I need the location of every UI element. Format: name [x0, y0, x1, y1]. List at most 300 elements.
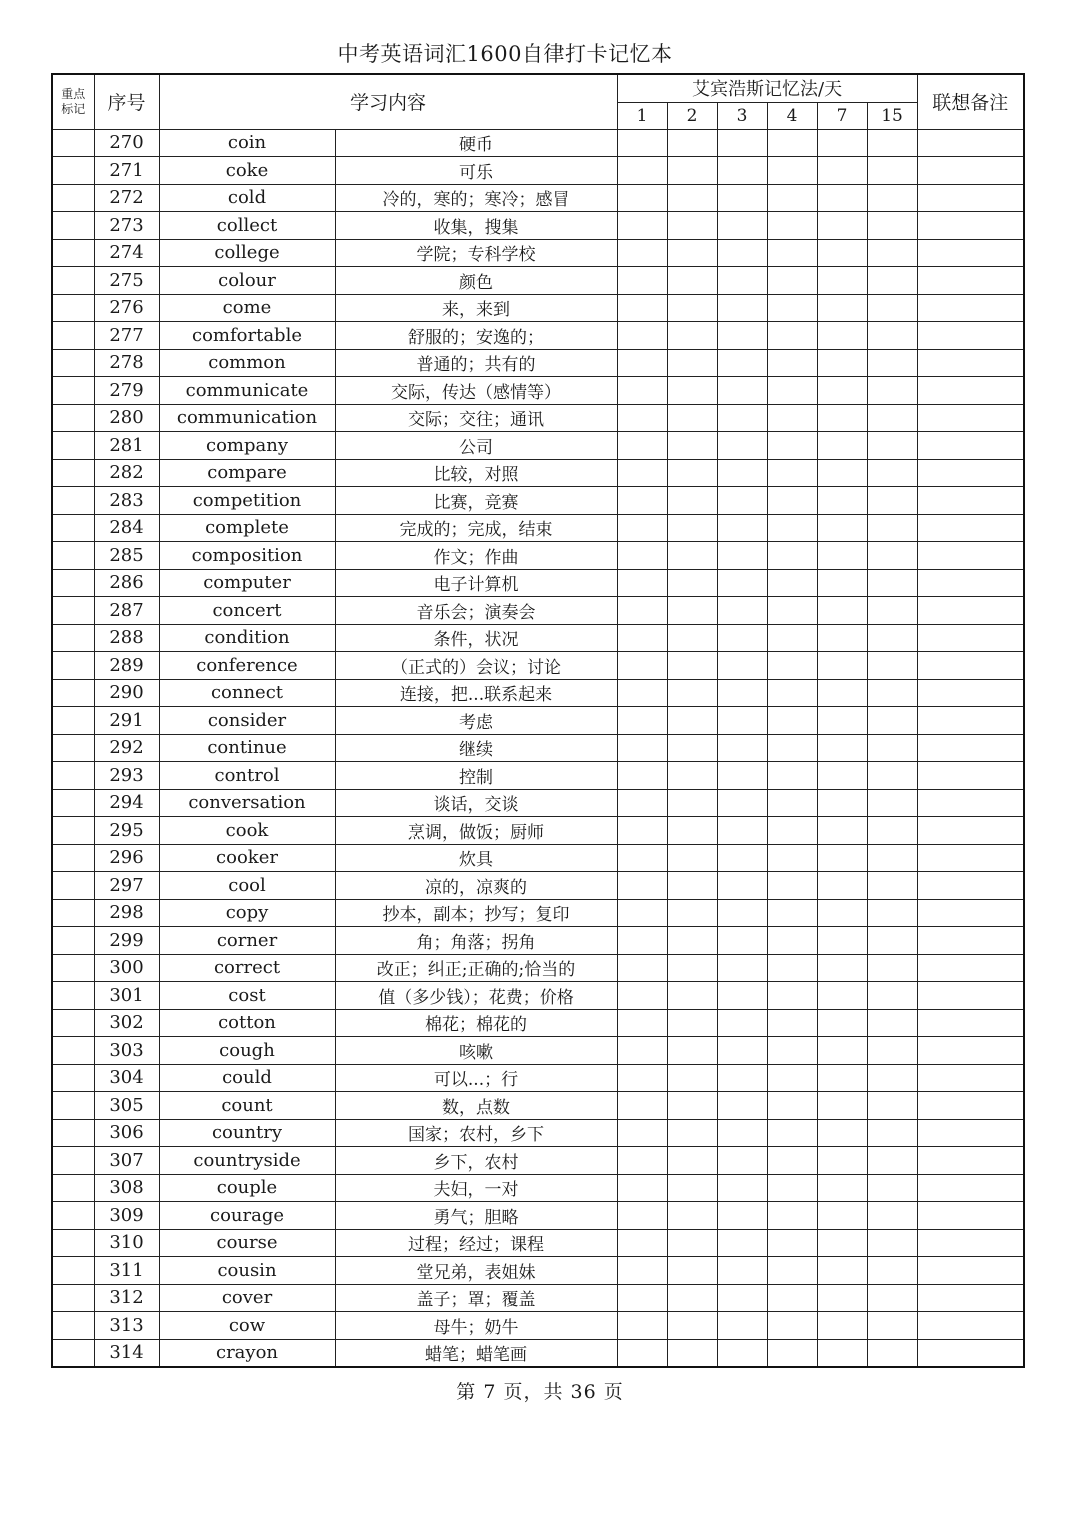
review-day-2-cell[interactable] — [667, 349, 717, 377]
review-day-7-cell[interactable] — [817, 1312, 867, 1340]
review-day-15-cell[interactable] — [867, 487, 917, 515]
notes-cell[interactable] — [917, 267, 1024, 295]
review-day-4-cell[interactable] — [767, 1339, 817, 1367]
review-day-15-cell[interactable] — [867, 569, 917, 597]
review-day-2-cell[interactable] — [667, 597, 717, 625]
review-day-1-cell[interactable] — [617, 239, 667, 267]
review-day-4-cell[interactable] — [767, 872, 817, 900]
mark-cell[interactable] — [52, 459, 94, 487]
mark-cell[interactable] — [52, 487, 94, 515]
notes-cell[interactable] — [917, 1147, 1024, 1175]
review-day-1-cell[interactable] — [617, 734, 667, 762]
review-day-7-cell[interactable] — [817, 707, 867, 735]
review-day-3-cell[interactable] — [717, 954, 767, 982]
review-day-7-cell[interactable] — [817, 212, 867, 240]
notes-cell[interactable] — [917, 542, 1024, 570]
review-day-15-cell[interactable] — [867, 459, 917, 487]
review-day-15-cell[interactable] — [867, 542, 917, 570]
notes-cell[interactable] — [917, 762, 1024, 790]
review-day-2-cell[interactable] — [667, 1092, 717, 1120]
review-day-3-cell[interactable] — [717, 349, 767, 377]
review-day-7-cell[interactable] — [817, 432, 867, 460]
review-day-15-cell[interactable] — [867, 1174, 917, 1202]
review-day-2-cell[interactable] — [667, 762, 717, 790]
review-day-3-cell[interactable] — [717, 597, 767, 625]
review-day-7-cell[interactable] — [817, 487, 867, 515]
notes-cell[interactable] — [917, 157, 1024, 185]
review-day-7-cell[interactable] — [817, 652, 867, 680]
review-day-4-cell[interactable] — [767, 514, 817, 542]
mark-cell[interactable] — [52, 349, 94, 377]
review-day-3-cell[interactable] — [717, 817, 767, 845]
review-day-3-cell[interactable] — [717, 1284, 767, 1312]
review-day-1-cell[interactable] — [617, 899, 667, 927]
review-day-1-cell[interactable] — [617, 624, 667, 652]
review-day-2-cell[interactable] — [667, 1202, 717, 1230]
review-day-1-cell[interactable] — [617, 1229, 667, 1257]
review-day-7-cell[interactable] — [817, 762, 867, 790]
notes-cell[interactable] — [917, 899, 1024, 927]
review-day-2-cell[interactable] — [667, 514, 717, 542]
review-day-1-cell[interactable] — [617, 872, 667, 900]
notes-cell[interactable] — [917, 239, 1024, 267]
review-day-1-cell[interactable] — [617, 294, 667, 322]
notes-cell[interactable] — [917, 294, 1024, 322]
review-day-2-cell[interactable] — [667, 377, 717, 405]
review-day-7-cell[interactable] — [817, 899, 867, 927]
review-day-7-cell[interactable] — [817, 349, 867, 377]
review-day-1-cell[interactable] — [617, 404, 667, 432]
notes-cell[interactable] — [917, 844, 1024, 872]
review-day-1-cell[interactable] — [617, 322, 667, 350]
review-day-4-cell[interactable] — [767, 322, 817, 350]
review-day-1-cell[interactable] — [617, 432, 667, 460]
review-day-1-cell[interactable] — [617, 157, 667, 185]
review-day-15-cell[interactable] — [867, 679, 917, 707]
review-day-4-cell[interactable] — [767, 597, 817, 625]
review-day-2-cell[interactable] — [667, 679, 717, 707]
notes-cell[interactable] — [917, 734, 1024, 762]
review-day-2-cell[interactable] — [667, 954, 717, 982]
review-day-1-cell[interactable] — [617, 707, 667, 735]
review-day-4-cell[interactable] — [767, 267, 817, 295]
review-day-7-cell[interactable] — [817, 1092, 867, 1120]
review-day-1-cell[interactable] — [617, 129, 667, 157]
review-day-3-cell[interactable] — [717, 1147, 767, 1175]
review-day-3-cell[interactable] — [717, 432, 767, 460]
review-day-15-cell[interactable] — [867, 789, 917, 817]
mark-cell[interactable] — [52, 1119, 94, 1147]
review-day-4-cell[interactable] — [767, 432, 817, 460]
review-day-1-cell[interactable] — [617, 514, 667, 542]
notes-cell[interactable] — [917, 1257, 1024, 1285]
review-day-15-cell[interactable] — [867, 322, 917, 350]
review-day-3-cell[interactable] — [717, 1092, 767, 1120]
notes-cell[interactable] — [917, 432, 1024, 460]
review-day-1-cell[interactable] — [617, 1257, 667, 1285]
review-day-4-cell[interactable] — [767, 404, 817, 432]
review-day-1-cell[interactable] — [617, 377, 667, 405]
review-day-4-cell[interactable] — [767, 982, 817, 1010]
review-day-15-cell[interactable] — [867, 432, 917, 460]
review-day-2-cell[interactable] — [667, 157, 717, 185]
review-day-3-cell[interactable] — [717, 652, 767, 680]
review-day-7-cell[interactable] — [817, 927, 867, 955]
review-day-3-cell[interactable] — [717, 129, 767, 157]
review-day-3-cell[interactable] — [717, 542, 767, 570]
review-day-15-cell[interactable] — [867, 1229, 917, 1257]
review-day-7-cell[interactable] — [817, 624, 867, 652]
mark-cell[interactable] — [52, 1339, 94, 1367]
review-day-1-cell[interactable] — [617, 762, 667, 790]
review-day-4-cell[interactable] — [767, 184, 817, 212]
review-day-15-cell[interactable] — [867, 157, 917, 185]
review-day-3-cell[interactable] — [717, 899, 767, 927]
review-day-3-cell[interactable] — [717, 624, 767, 652]
review-day-7-cell[interactable] — [817, 267, 867, 295]
review-day-2-cell[interactable] — [667, 1312, 717, 1340]
review-day-3-cell[interactable] — [717, 377, 767, 405]
review-day-15-cell[interactable] — [867, 899, 917, 927]
review-day-3-cell[interactable] — [717, 239, 767, 267]
review-day-7-cell[interactable] — [817, 322, 867, 350]
review-day-7-cell[interactable] — [817, 789, 867, 817]
mark-cell[interactable] — [52, 157, 94, 185]
review-day-15-cell[interactable] — [867, 1257, 917, 1285]
review-day-2-cell[interactable] — [667, 982, 717, 1010]
notes-cell[interactable] — [917, 1229, 1024, 1257]
mark-cell[interactable] — [52, 377, 94, 405]
review-day-3-cell[interactable] — [717, 404, 767, 432]
review-day-2-cell[interactable] — [667, 789, 717, 817]
mark-cell[interactable] — [52, 872, 94, 900]
mark-cell[interactable] — [52, 322, 94, 350]
review-day-7-cell[interactable] — [817, 1037, 867, 1065]
mark-cell[interactable] — [52, 734, 94, 762]
mark-cell[interactable] — [52, 899, 94, 927]
review-day-2-cell[interactable] — [667, 432, 717, 460]
review-day-7-cell[interactable] — [817, 844, 867, 872]
review-day-4-cell[interactable] — [767, 1064, 817, 1092]
review-day-1-cell[interactable] — [617, 1339, 667, 1367]
review-day-3-cell[interactable] — [717, 294, 767, 322]
review-day-4-cell[interactable] — [767, 1037, 817, 1065]
mark-cell[interactable] — [52, 294, 94, 322]
review-day-4-cell[interactable] — [767, 734, 817, 762]
notes-cell[interactable] — [917, 404, 1024, 432]
review-day-3-cell[interactable] — [717, 707, 767, 735]
review-day-1-cell[interactable] — [617, 267, 667, 295]
review-day-4-cell[interactable] — [767, 487, 817, 515]
notes-cell[interactable] — [917, 1284, 1024, 1312]
review-day-3-cell[interactable] — [717, 1257, 767, 1285]
review-day-1-cell[interactable] — [617, 1312, 667, 1340]
review-day-2-cell[interactable] — [667, 1064, 717, 1092]
review-day-1-cell[interactable] — [617, 1092, 667, 1120]
review-day-4-cell[interactable] — [767, 1009, 817, 1037]
review-day-4-cell[interactable] — [767, 1312, 817, 1340]
review-day-3-cell[interactable] — [717, 789, 767, 817]
mark-cell[interactable] — [52, 1037, 94, 1065]
notes-cell[interactable] — [917, 954, 1024, 982]
review-day-4-cell[interactable] — [767, 377, 817, 405]
review-day-15-cell[interactable] — [867, 762, 917, 790]
notes-cell[interactable] — [917, 129, 1024, 157]
notes-cell[interactable] — [917, 1037, 1024, 1065]
review-day-3-cell[interactable] — [717, 184, 767, 212]
notes-cell[interactable] — [917, 597, 1024, 625]
mark-cell[interactable] — [52, 239, 94, 267]
mark-cell[interactable] — [52, 1174, 94, 1202]
review-day-15-cell[interactable] — [867, 212, 917, 240]
review-day-7-cell[interactable] — [817, 982, 867, 1010]
review-day-7-cell[interactable] — [817, 1174, 867, 1202]
review-day-2-cell[interactable] — [667, 1119, 717, 1147]
review-day-4-cell[interactable] — [767, 789, 817, 817]
review-day-7-cell[interactable] — [817, 569, 867, 597]
review-day-1-cell[interactable] — [617, 927, 667, 955]
review-day-15-cell[interactable] — [867, 1092, 917, 1120]
mark-cell[interactable] — [52, 597, 94, 625]
mark-cell[interactable] — [52, 789, 94, 817]
review-day-2-cell[interactable] — [667, 707, 717, 735]
review-day-3-cell[interactable] — [717, 569, 767, 597]
review-day-2-cell[interactable] — [667, 212, 717, 240]
review-day-3-cell[interactable] — [717, 927, 767, 955]
review-day-4-cell[interactable] — [767, 844, 817, 872]
mark-cell[interactable] — [52, 1064, 94, 1092]
review-day-7-cell[interactable] — [817, 1339, 867, 1367]
review-day-1-cell[interactable] — [617, 212, 667, 240]
review-day-2-cell[interactable] — [667, 624, 717, 652]
review-day-15-cell[interactable] — [867, 624, 917, 652]
review-day-4-cell[interactable] — [767, 1147, 817, 1175]
review-day-1-cell[interactable] — [617, 459, 667, 487]
review-day-7-cell[interactable] — [817, 459, 867, 487]
review-day-15-cell[interactable] — [867, 349, 917, 377]
notes-cell[interactable] — [917, 872, 1024, 900]
notes-cell[interactable] — [917, 377, 1024, 405]
mark-cell[interactable] — [52, 1257, 94, 1285]
review-day-15-cell[interactable] — [867, 817, 917, 845]
review-day-7-cell[interactable] — [817, 1257, 867, 1285]
mark-cell[interactable] — [52, 927, 94, 955]
review-day-3-cell[interactable] — [717, 762, 767, 790]
review-day-3-cell[interactable] — [717, 982, 767, 1010]
mark-cell[interactable] — [52, 267, 94, 295]
mark-cell[interactable] — [52, 212, 94, 240]
mark-cell[interactable] — [52, 129, 94, 157]
review-day-4-cell[interactable] — [767, 1202, 817, 1230]
mark-cell[interactable] — [52, 1284, 94, 1312]
notes-cell[interactable] — [917, 569, 1024, 597]
review-day-4-cell[interactable] — [767, 1119, 817, 1147]
review-day-1-cell[interactable] — [617, 184, 667, 212]
review-day-2-cell[interactable] — [667, 872, 717, 900]
review-day-2-cell[interactable] — [667, 239, 717, 267]
review-day-7-cell[interactable] — [817, 377, 867, 405]
review-day-2-cell[interactable] — [667, 652, 717, 680]
review-day-3-cell[interactable] — [717, 872, 767, 900]
review-day-7-cell[interactable] — [817, 1202, 867, 1230]
review-day-3-cell[interactable] — [717, 1339, 767, 1367]
review-day-1-cell[interactable] — [617, 817, 667, 845]
mark-cell[interactable] — [52, 1147, 94, 1175]
review-day-3-cell[interactable] — [717, 1174, 767, 1202]
review-day-3-cell[interactable] — [717, 514, 767, 542]
review-day-4-cell[interactable] — [767, 927, 817, 955]
review-day-7-cell[interactable] — [817, 679, 867, 707]
review-day-4-cell[interactable] — [767, 239, 817, 267]
review-day-1-cell[interactable] — [617, 954, 667, 982]
mark-cell[interactable] — [52, 624, 94, 652]
notes-cell[interactable] — [917, 322, 1024, 350]
review-day-4-cell[interactable] — [767, 212, 817, 240]
notes-cell[interactable] — [917, 624, 1024, 652]
mark-cell[interactable] — [52, 707, 94, 735]
review-day-1-cell[interactable] — [617, 1202, 667, 1230]
review-day-15-cell[interactable] — [867, 404, 917, 432]
review-day-15-cell[interactable] — [867, 1284, 917, 1312]
review-day-2-cell[interactable] — [667, 322, 717, 350]
mark-cell[interactable] — [52, 432, 94, 460]
review-day-3-cell[interactable] — [717, 1037, 767, 1065]
notes-cell[interactable] — [917, 1174, 1024, 1202]
mark-cell[interactable] — [52, 762, 94, 790]
review-day-3-cell[interactable] — [717, 1202, 767, 1230]
review-day-4-cell[interactable] — [767, 954, 817, 982]
review-day-3-cell[interactable] — [717, 487, 767, 515]
review-day-1-cell[interactable] — [617, 1009, 667, 1037]
review-day-15-cell[interactable] — [867, 1147, 917, 1175]
review-day-7-cell[interactable] — [817, 404, 867, 432]
review-day-7-cell[interactable] — [817, 294, 867, 322]
notes-cell[interactable] — [917, 1009, 1024, 1037]
review-day-7-cell[interactable] — [817, 597, 867, 625]
review-day-1-cell[interactable] — [617, 542, 667, 570]
review-day-4-cell[interactable] — [767, 624, 817, 652]
review-day-3-cell[interactable] — [717, 679, 767, 707]
review-day-2-cell[interactable] — [667, 542, 717, 570]
review-day-4-cell[interactable] — [767, 762, 817, 790]
review-day-4-cell[interactable] — [767, 542, 817, 570]
review-day-15-cell[interactable] — [867, 734, 917, 762]
mark-cell[interactable] — [52, 1229, 94, 1257]
review-day-4-cell[interactable] — [767, 569, 817, 597]
notes-cell[interactable] — [917, 459, 1024, 487]
review-day-7-cell[interactable] — [817, 1147, 867, 1175]
review-day-4-cell[interactable] — [767, 294, 817, 322]
review-day-7-cell[interactable] — [817, 1119, 867, 1147]
notes-cell[interactable] — [917, 1202, 1024, 1230]
review-day-4-cell[interactable] — [767, 652, 817, 680]
mark-cell[interactable] — [52, 569, 94, 597]
notes-cell[interactable] — [917, 1339, 1024, 1367]
review-day-15-cell[interactable] — [867, 184, 917, 212]
review-day-15-cell[interactable] — [867, 514, 917, 542]
review-day-2-cell[interactable] — [667, 129, 717, 157]
review-day-7-cell[interactable] — [817, 734, 867, 762]
review-day-2-cell[interactable] — [667, 1174, 717, 1202]
review-day-1-cell[interactable] — [617, 1064, 667, 1092]
review-day-15-cell[interactable] — [867, 927, 917, 955]
notes-cell[interactable] — [917, 679, 1024, 707]
review-day-15-cell[interactable] — [867, 267, 917, 295]
review-day-15-cell[interactable] — [867, 129, 917, 157]
review-day-2-cell[interactable] — [667, 1009, 717, 1037]
review-day-7-cell[interactable] — [817, 514, 867, 542]
review-day-2-cell[interactable] — [667, 569, 717, 597]
notes-cell[interactable] — [917, 1064, 1024, 1092]
review-day-1-cell[interactable] — [617, 1147, 667, 1175]
notes-cell[interactable] — [917, 707, 1024, 735]
review-day-15-cell[interactable] — [867, 982, 917, 1010]
review-day-2-cell[interactable] — [667, 1257, 717, 1285]
mark-cell[interactable] — [52, 1092, 94, 1120]
review-day-1-cell[interactable] — [617, 487, 667, 515]
review-day-2-cell[interactable] — [667, 267, 717, 295]
review-day-15-cell[interactable] — [867, 707, 917, 735]
mark-cell[interactable] — [52, 954, 94, 982]
review-day-4-cell[interactable] — [767, 707, 817, 735]
review-day-1-cell[interactable] — [617, 349, 667, 377]
review-day-2-cell[interactable] — [667, 844, 717, 872]
review-day-4-cell[interactable] — [767, 129, 817, 157]
mark-cell[interactable] — [52, 1312, 94, 1340]
review-day-7-cell[interactable] — [817, 542, 867, 570]
review-day-15-cell[interactable] — [867, 1312, 917, 1340]
review-day-7-cell[interactable] — [817, 239, 867, 267]
review-day-3-cell[interactable] — [717, 1312, 767, 1340]
mark-cell[interactable] — [52, 982, 94, 1010]
review-day-7-cell[interactable] — [817, 1009, 867, 1037]
mark-cell[interactable] — [52, 1009, 94, 1037]
review-day-15-cell[interactable] — [867, 294, 917, 322]
review-day-2-cell[interactable] — [667, 1037, 717, 1065]
review-day-15-cell[interactable] — [867, 377, 917, 405]
review-day-3-cell[interactable] — [717, 459, 767, 487]
review-day-3-cell[interactable] — [717, 322, 767, 350]
mark-cell[interactable] — [52, 844, 94, 872]
review-day-2-cell[interactable] — [667, 184, 717, 212]
review-day-2-cell[interactable] — [667, 1229, 717, 1257]
mark-cell[interactable] — [52, 542, 94, 570]
review-day-7-cell[interactable] — [817, 1284, 867, 1312]
review-day-2-cell[interactable] — [667, 459, 717, 487]
review-day-4-cell[interactable] — [767, 1174, 817, 1202]
review-day-7-cell[interactable] — [817, 129, 867, 157]
review-day-4-cell[interactable] — [767, 679, 817, 707]
review-day-1-cell[interactable] — [617, 652, 667, 680]
review-day-3-cell[interactable] — [717, 844, 767, 872]
review-day-1-cell[interactable] — [617, 679, 667, 707]
review-day-1-cell[interactable] — [617, 1174, 667, 1202]
notes-cell[interactable] — [917, 349, 1024, 377]
notes-cell[interactable] — [917, 212, 1024, 240]
review-day-4-cell[interactable] — [767, 1257, 817, 1285]
review-day-4-cell[interactable] — [767, 1284, 817, 1312]
review-day-3-cell[interactable] — [717, 1064, 767, 1092]
notes-cell[interactable] — [917, 1312, 1024, 1340]
review-day-15-cell[interactable] — [867, 844, 917, 872]
review-day-15-cell[interactable] — [867, 597, 917, 625]
review-day-2-cell[interactable] — [667, 1284, 717, 1312]
review-day-3-cell[interactable] — [717, 267, 767, 295]
mark-cell[interactable] — [52, 679, 94, 707]
mark-cell[interactable] — [52, 652, 94, 680]
review-day-4-cell[interactable] — [767, 1229, 817, 1257]
review-day-15-cell[interactable] — [867, 1339, 917, 1367]
